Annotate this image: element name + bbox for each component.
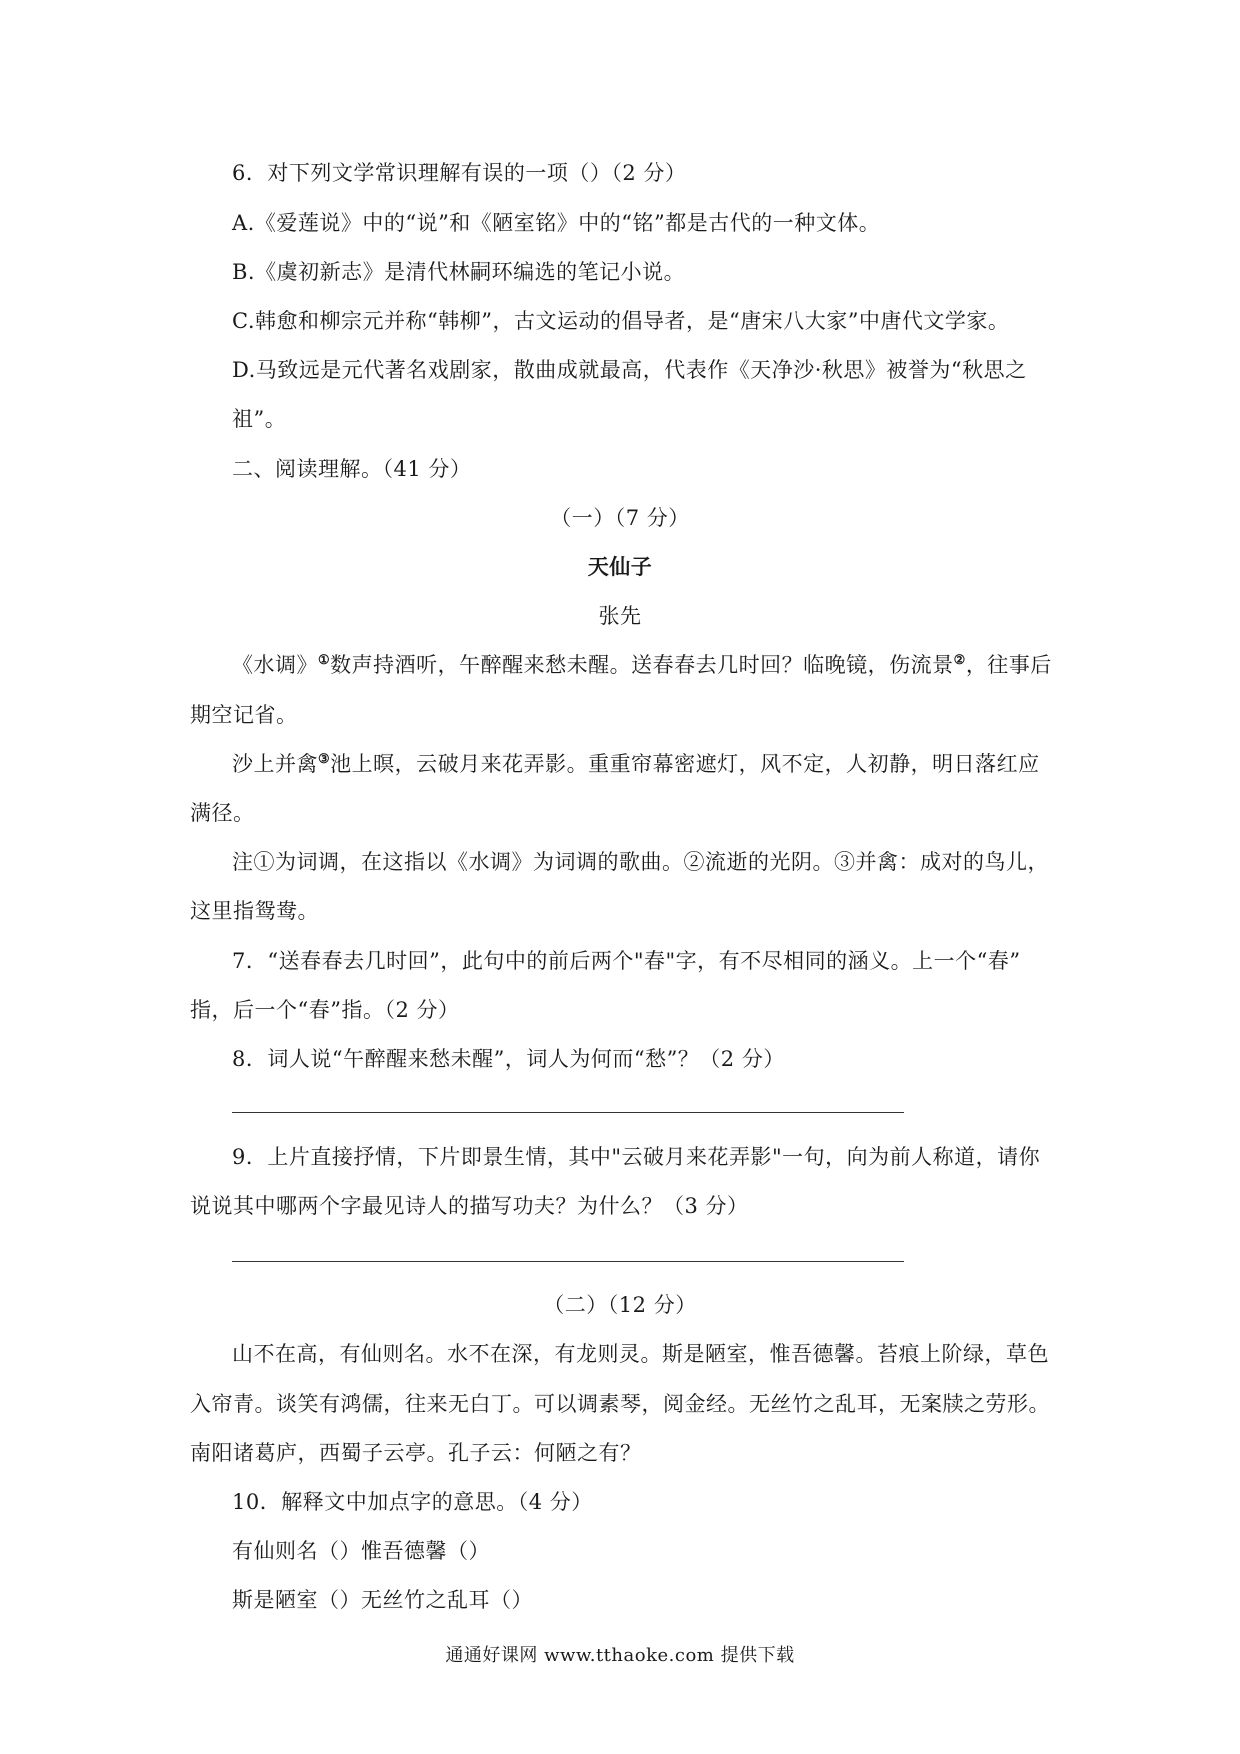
passage-line3: 南阳诸葛庐，西蜀子云亭。孔子云：何陋之有？	[190, 1441, 642, 1465]
q7-line1: 7．“送春春去几时回”，此句中的前后两个"春"字，有不尽相同的涵义。上一个“春”	[232, 949, 1021, 973]
q6-option-d-line2: 祖”。	[232, 407, 287, 431]
part1-heading: （一）（7 分）	[550, 506, 690, 530]
verse2-part-a: 沙上并禽	[232, 752, 318, 776]
q9-line2: 说说其中哪两个字最见诗人的描写功夫？为什么？（3 分）	[190, 1194, 749, 1218]
notes-line2: 这里指鸳鸯。	[190, 899, 319, 923]
passage-line2: 入帘青。谈笑有鸿儒，往来无白丁。可以调素琴，阅金经。无丝竹之乱耳，无案牍之劳形。	[190, 1392, 1050, 1416]
poem-title: 天仙子	[587, 555, 653, 579]
q8-text: 8．词人说“午醉醒来愁未醒”，词人为何而“愁”？（2 分）	[232, 1047, 785, 1071]
verse1-part-c: ，往事后	[965, 653, 1052, 677]
verse1-part-b: 数声持酒听，午醉醒来愁未醒。送春春去几时回？临晚镜，伤流景	[330, 653, 954, 677]
poem-verse2-line2: 满径。	[190, 801, 255, 825]
q6-option-d-line1: D.马致远是元代著名戏剧家，散曲成就最高，代表作《天净沙·秋思》被誉为“秋思之	[232, 358, 1027, 382]
q6-option-a: A.《爱莲说》中的“说”和《陋室铭》中的“铭”都是古代的一种文体。	[232, 211, 881, 235]
part2-heading: （二）（12 分）	[543, 1293, 697, 1317]
note-marker-1: ①	[318, 653, 331, 668]
q6-stem: 6．对下列文学常识理解有误的一项（）（2 分）	[232, 161, 687, 185]
poem-author: 张先	[598, 604, 642, 628]
note-marker-3: ③	[318, 752, 331, 767]
q8-answer-line[interactable]	[232, 1112, 904, 1113]
q9-line1: 9．上片直接抒情，下片即景生情，其中"云破月来花弄影"一句，向为前人称道，请你	[232, 1145, 1041, 1169]
verse1-part-a: 《水调》	[232, 653, 318, 677]
q7-line2: 指，后一个“春”指。（2 分）	[190, 998, 460, 1022]
q10-row2: 斯是陋室（）无丝竹之乱耳（）	[232, 1588, 533, 1612]
notes-line1: 注①为词调，在这指以《水调》为词调的歌曲。②流逝的光阴。③并禽：成对的鸟儿，	[232, 850, 1049, 874]
q9-answer-line[interactable]	[232, 1261, 904, 1262]
q6-option-c: C.韩愈和柳宗元并称“韩柳”，古文运动的倡导者，是“唐宋八大家”中唐代文学家。	[232, 309, 1010, 333]
verse2-part-b: 池上暝，云破月来花弄影。重重帘幕密遮灯，风不定，人初静，明日落红应	[330, 752, 1040, 776]
passage-line1: 山不在高，有仙则名。水不在深，有龙则灵。斯是陋室，惟吾德馨。苔痕上阶绿，草色	[232, 1342, 1049, 1366]
note-marker-2: ②	[953, 653, 966, 668]
page-footer: 通通好课网 www.tthaoke.com 提供下载	[445, 1645, 795, 1666]
q10-text: 10．解释文中加点字的意思。（4 分）	[232, 1490, 593, 1514]
poem-verse1-line2: 期空记省。	[190, 703, 298, 727]
poem-verse1-line1	[232, 650, 1052, 680]
q10-row1: 有仙则名（）惟吾德馨（）	[232, 1539, 490, 1563]
poem-verse2-line1	[232, 749, 1040, 779]
section2-heading: 二、阅读理解。（41 分）	[232, 457, 472, 481]
q6-option-b: B.《虞初新志》是清代林嗣环编选的笔记小说。	[232, 260, 686, 284]
